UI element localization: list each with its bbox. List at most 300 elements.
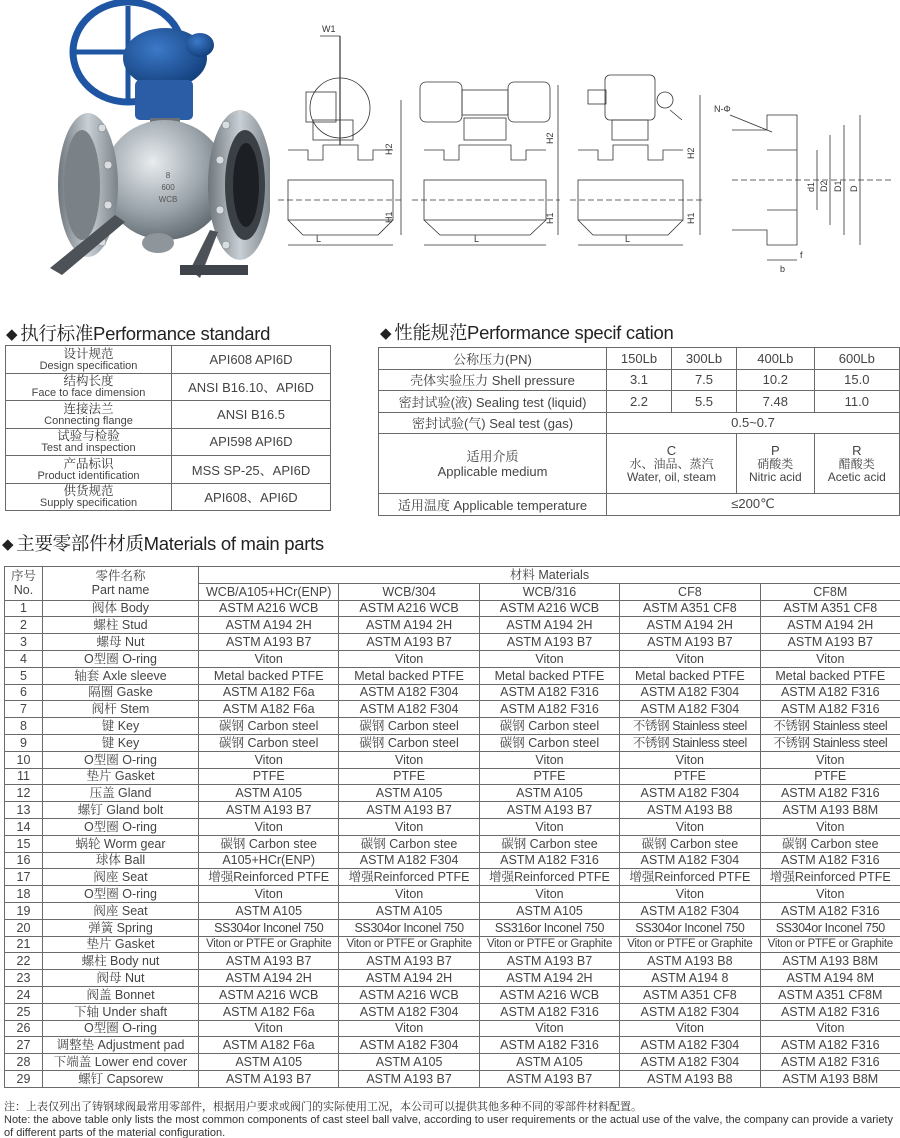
material-cell: 不锈钢 Stainless steel xyxy=(760,734,900,751)
dim-label-l-3: L xyxy=(625,234,631,244)
standard-label-cn: 供货规范 xyxy=(63,484,114,499)
dim-label-n-phi: N-Φ xyxy=(714,104,731,114)
part-name: 压盖 Gland xyxy=(43,785,199,802)
material-cell: 碳钢 Carbon stee xyxy=(620,835,760,852)
table-row xyxy=(5,634,900,651)
performance-spec-table xyxy=(378,347,900,516)
dim-label-h2: H2 xyxy=(384,143,394,155)
table-row xyxy=(5,718,900,735)
heading-performance-spec xyxy=(380,319,673,345)
temperature-value: ≤200℃ xyxy=(607,494,900,516)
material-cell: ASTM A182 F6a xyxy=(199,701,339,718)
material-cell: Metal backed PTFE xyxy=(199,667,339,684)
standard-label-cn: 试验与检验 xyxy=(57,429,120,444)
table-row xyxy=(5,986,900,1003)
standard-label-cn: 结构长度 xyxy=(63,374,114,389)
table-row xyxy=(5,869,900,886)
table-row xyxy=(6,456,331,484)
table-row xyxy=(5,886,900,903)
material-cell: Viton xyxy=(620,1020,760,1037)
pn-value: 400Lb xyxy=(737,348,815,370)
table-row xyxy=(5,751,900,768)
part-name: 阀杆 Stem xyxy=(43,701,199,718)
part-name: 调整垫 Adjustment pad xyxy=(43,1037,199,1054)
material-cell: Viton xyxy=(620,650,760,667)
material-cell: ASTM A105 xyxy=(199,785,339,802)
medium-code: P xyxy=(770,442,780,458)
heading-text: 性能规范Performance specif cation xyxy=(394,322,674,343)
sealing-liquid-value: 7.48 xyxy=(737,391,815,413)
part-name: 隔圈 Gaske xyxy=(43,684,199,701)
material-cell: PTFE xyxy=(339,768,479,785)
header-grade: WCB/304 xyxy=(339,583,479,600)
table-row xyxy=(5,802,900,819)
standard-label-cn: 设计规范 xyxy=(63,346,114,361)
material-cell: 碳钢 Carbon stee xyxy=(339,835,479,852)
seal-gas-value: 0.5~0.7 xyxy=(607,412,900,434)
table-row xyxy=(5,919,900,936)
material-cell: ASTM A182 F316 xyxy=(479,684,619,701)
standard-label-cn: 产品标识 xyxy=(63,456,114,471)
material-cell: ASTM A216 WCB xyxy=(339,600,479,617)
table-row xyxy=(5,1020,900,1037)
table-row xyxy=(5,667,900,684)
dimension-drawing-gear xyxy=(278,20,408,280)
row-no: 20 xyxy=(5,919,43,936)
standard-label-en: Design specification xyxy=(39,359,138,372)
footnote-en: Note: the above table only lists the most common components of cast steel ball valve, according to user requirements or the actual use of the valve, the company can provide a variety of different parts of the material configuration. xyxy=(4,1114,894,1138)
material-cell: ASTM A194 2H xyxy=(199,970,339,987)
part-name: 垫片 Gasket xyxy=(43,768,199,785)
material-cell: SS316or Inconel 750 xyxy=(479,919,619,936)
temperature-label: 适用温度 Applicable temperature xyxy=(379,494,607,516)
table-row xyxy=(5,902,900,919)
material-cell: ASTM A216 WCB xyxy=(339,986,479,1003)
material-cell: ASTM A193 B8M xyxy=(760,1070,900,1087)
product-figures xyxy=(0,0,900,300)
material-cell: Viton xyxy=(479,1020,619,1037)
header-no-en: No. xyxy=(13,583,34,598)
shell-pressure-value: 3.1 xyxy=(607,369,672,391)
shell-pressure-value: 10.2 xyxy=(737,369,815,391)
material-cell: ASTM A182 F304 xyxy=(339,701,479,718)
material-cell: ASTM A194 2H xyxy=(760,617,900,634)
diamond-bullet-icon: ◆ xyxy=(380,325,392,342)
part-name: 蜗轮 Worm gear xyxy=(43,835,199,852)
footnote xyxy=(4,1101,900,1138)
part-name: 螺柱 Stud xyxy=(43,617,199,634)
material-cell: Viton xyxy=(479,751,619,768)
table-row xyxy=(6,428,331,456)
seal-gas-label: 密封试验(气) Seal test (gas) xyxy=(379,412,607,434)
header-grade: WCB/316 xyxy=(479,583,619,600)
ball-valve-photo xyxy=(40,0,270,285)
material-cell: PTFE xyxy=(760,768,900,785)
sealing-liquid-value: 11.0 xyxy=(814,391,899,413)
header-part-name xyxy=(43,567,199,601)
table-row xyxy=(379,494,900,516)
material-cell: ASTM A182 F304 xyxy=(620,701,760,718)
material-cell: ASTM A216 WCB xyxy=(479,986,619,1003)
material-cell: 增强Reinforced PTFE xyxy=(339,869,479,886)
material-cell: ASTM A182 F316 xyxy=(760,785,900,802)
dim-label-d: D xyxy=(849,185,859,192)
medium-label-cn: 适用介质 xyxy=(466,448,519,464)
header-materials: 材料 Materials xyxy=(199,567,900,584)
header-name-en: Part name xyxy=(91,583,150,598)
material-cell: ASTM A351 CF8M xyxy=(760,986,900,1003)
row-no: 5 xyxy=(5,667,43,684)
table-row xyxy=(5,936,900,953)
material-cell: ASTM A193 B8M xyxy=(760,802,900,819)
material-cell: ASTM A105 xyxy=(479,785,619,802)
row-no: 17 xyxy=(5,869,43,886)
heading-materials xyxy=(2,530,324,556)
row-no: 14 xyxy=(5,818,43,835)
material-cell: ASTM A193 B8M xyxy=(760,953,900,970)
row-no: 18 xyxy=(5,886,43,903)
row-no: 4 xyxy=(5,650,43,667)
row-no: 2 xyxy=(5,617,43,634)
material-cell: Viton xyxy=(339,886,479,903)
header-grade: WCB/A105+HCr(ENP) xyxy=(199,583,339,600)
part-name: 螺钉 Gland bolt xyxy=(43,802,199,819)
header-grade: CF8M xyxy=(760,583,900,600)
row-no: 9 xyxy=(5,734,43,751)
table-row xyxy=(5,785,900,802)
part-name: 下端盖 Lower end cover xyxy=(43,1054,199,1071)
standard-label xyxy=(6,373,172,401)
row-no: 19 xyxy=(5,902,43,919)
material-cell: ASTM A193 B7 xyxy=(479,634,619,651)
material-cell: Viton xyxy=(199,650,339,667)
medium-label-en: Applicable medium xyxy=(437,463,548,479)
standard-value: API608、API6D xyxy=(172,483,331,511)
material-cell: Viton xyxy=(620,886,760,903)
material-cell: Viton xyxy=(760,751,900,768)
material-cell: ASTM A194 8M xyxy=(760,970,900,987)
material-cell: ASTM A194 2H xyxy=(339,970,479,987)
header-grade: CF8 xyxy=(620,583,760,600)
material-cell: ASTM A105 xyxy=(339,902,479,919)
medium-code: R xyxy=(852,442,862,458)
material-cell: ASTM A182 F316 xyxy=(479,852,619,869)
table-header-row xyxy=(5,567,900,584)
row-no: 12 xyxy=(5,785,43,802)
material-cell: Viton xyxy=(479,818,619,835)
row-no: 11 xyxy=(5,768,43,785)
diamond-bullet-icon: ◆ xyxy=(2,536,14,553)
material-cell: ASTM A182 F304 xyxy=(620,684,760,701)
pn-value: 300Lb xyxy=(671,348,736,370)
header-no xyxy=(5,567,43,601)
material-cell: Viton xyxy=(479,650,619,667)
material-cell: ASTM A351 CF8 xyxy=(620,986,760,1003)
material-cell: ASTM A105 xyxy=(339,785,479,802)
standard-value: ANSI B16.10、API6D xyxy=(172,373,331,401)
material-cell: Metal backed PTFE xyxy=(339,667,479,684)
table-row xyxy=(379,369,900,391)
medium-cn: 醋酸类 xyxy=(838,456,875,471)
shell-pressure-value: 15.0 xyxy=(814,369,899,391)
material-cell: Viton or PTFE or Graphite xyxy=(199,936,339,953)
material-cell: 碳钢 Carbon stee xyxy=(760,835,900,852)
table-row xyxy=(5,835,900,852)
material-cell: Viton xyxy=(339,751,479,768)
row-no: 1 xyxy=(5,600,43,617)
material-cell: ASTM A182 F304 xyxy=(339,1003,479,1020)
medium-r xyxy=(814,434,899,494)
material-cell: Viton xyxy=(199,751,339,768)
material-cell: ASTM A182 F304 xyxy=(620,1037,760,1054)
material-cell: ASTM A182 F304 xyxy=(339,684,479,701)
table-row xyxy=(5,852,900,869)
standard-label-cn: 连接法兰 xyxy=(63,401,114,416)
dim-label-d2: D2 xyxy=(819,180,829,192)
material-cell: ASTM A182 F304 xyxy=(620,1003,760,1020)
standard-value: MSS SP-25、API6D xyxy=(172,456,331,484)
heading-text: 主要零部件材质Materials of main parts xyxy=(16,533,324,554)
sealing-liquid-value: 2.2 xyxy=(607,391,672,413)
material-cell: 增强Reinforced PTFE xyxy=(479,869,619,886)
medium-en: Nitric acid xyxy=(748,469,802,484)
part-name: 球体 Ball xyxy=(43,852,199,869)
standard-label-en: Connecting flange xyxy=(44,414,133,427)
sealing-liquid-label: 密封试验(液) Sealing test (liquid) xyxy=(379,391,607,413)
shell-pressure-label: 壳体实验压力 Shell pressure xyxy=(379,369,607,391)
material-cell: ASTM A193 B7 xyxy=(339,802,479,819)
table-row xyxy=(5,818,900,835)
applicable-medium-label xyxy=(379,434,607,494)
row-no: 22 xyxy=(5,953,43,970)
shell-pressure-value: 7.5 xyxy=(671,369,736,391)
part-name: O型圈 O-ring xyxy=(43,650,199,667)
table-row xyxy=(379,412,900,434)
material-cell: Viton xyxy=(479,886,619,903)
material-cell: Viton xyxy=(760,818,900,835)
row-no: 26 xyxy=(5,1020,43,1037)
material-cell: ASTM A105 xyxy=(479,1054,619,1071)
standard-label-en: Supply specification xyxy=(39,497,138,510)
part-name: 阀座 Seat xyxy=(43,902,199,919)
material-cell: ASTM A194 2H xyxy=(479,970,619,987)
material-cell: ASTM A182 F316 xyxy=(760,902,900,919)
row-no: 10 xyxy=(5,751,43,768)
valve-marking-class: 600 xyxy=(161,183,175,192)
materials-table xyxy=(4,566,900,1088)
row-no: 24 xyxy=(5,986,43,1003)
part-name: 螺钉 Capsorew xyxy=(43,1070,199,1087)
material-cell: ASTM A193 B7 xyxy=(199,802,339,819)
material-cell: ASTM A182 F316 xyxy=(760,852,900,869)
material-cell: PTFE xyxy=(620,768,760,785)
material-cell: Metal backed PTFE xyxy=(760,667,900,684)
material-cell: ASTM A193 B7 xyxy=(199,1070,339,1087)
material-cell: SS304or Inconel 750 xyxy=(199,919,339,936)
dimension-drawing-flange xyxy=(712,20,900,280)
dim-label-h2-3: H2 xyxy=(686,147,696,159)
material-cell: ASTM A216 WCB xyxy=(199,986,339,1003)
material-cell: SS304or Inconel 750 xyxy=(620,919,760,936)
standard-label xyxy=(6,401,172,429)
material-cell: ASTM A182 F304 xyxy=(620,902,760,919)
material-cell: 碳钢 Carbon steel xyxy=(339,734,479,751)
row-no: 7 xyxy=(5,701,43,718)
heading-text: 执行标准Performance standard xyxy=(20,323,271,344)
dim-label-h2-2: H2 xyxy=(545,132,555,144)
table-row xyxy=(5,650,900,667)
header-name-cn: 零件名称 xyxy=(95,569,146,584)
medium-en: Acetic acid xyxy=(827,469,886,484)
material-cell: ASTM A194 2H xyxy=(339,617,479,634)
material-cell: SS304or Inconel 750 xyxy=(760,919,900,936)
material-cell: ASTM A193 B7 xyxy=(339,634,479,651)
table-row xyxy=(5,617,900,634)
material-cell: ASTM A193 B7 xyxy=(199,634,339,651)
material-cell: ASTM A182 F316 xyxy=(479,701,619,718)
row-no: 27 xyxy=(5,1037,43,1054)
material-cell: ASTM A105 xyxy=(199,902,339,919)
material-cell: ASTM A182 F304 xyxy=(339,1037,479,1054)
pn-value: 150Lb xyxy=(607,348,672,370)
material-cell: 增强Reinforced PTFE xyxy=(620,869,760,886)
valve-marking-material: WCB xyxy=(158,195,178,204)
dim-label-h1: H1 xyxy=(384,211,394,223)
material-cell: ASTM A194 8 xyxy=(620,970,760,987)
dim-label-w1: W1 xyxy=(322,24,336,34)
row-no: 3 xyxy=(5,634,43,651)
row-no: 25 xyxy=(5,1003,43,1020)
medium-en: Water, oil, steam xyxy=(627,469,716,484)
table-row xyxy=(5,1003,900,1020)
table-row xyxy=(6,346,331,374)
standard-label-en: Face to face dimension xyxy=(31,387,146,400)
dim-label-d1: D1 xyxy=(833,180,843,192)
part-name: 键 Key xyxy=(43,734,199,751)
material-cell: Viton xyxy=(339,650,479,667)
material-cell: ASTM A182 F316 xyxy=(760,1037,900,1054)
material-cell: ASTM A193 B7 xyxy=(620,634,760,651)
material-cell: ASTM A182 F6a xyxy=(199,1037,339,1054)
material-cell: ASTM A182 F316 xyxy=(760,701,900,718)
dim-label-d1-small: d1 xyxy=(806,181,816,192)
material-cell: 碳钢 Carbon steel xyxy=(479,734,619,751)
material-cell: ASTM A193 B7 xyxy=(479,953,619,970)
standard-label-en: Product identification xyxy=(37,469,140,482)
table-row xyxy=(5,684,900,701)
material-cell: ASTM A193 B8 xyxy=(620,802,760,819)
material-cell: A105+HCr(ENP) xyxy=(199,852,339,869)
row-no: 8 xyxy=(5,718,43,735)
material-cell: ASTM A216 WCB xyxy=(199,600,339,617)
dimension-drawing-electric xyxy=(570,20,710,280)
material-cell: 不锈钢 Stainless steel xyxy=(760,718,900,735)
part-name: O型圈 O-ring xyxy=(43,886,199,903)
row-no: 6 xyxy=(5,684,43,701)
material-cell: ASTM A182 F304 xyxy=(620,852,760,869)
material-cell: Viton xyxy=(620,818,760,835)
material-cell: ASTM A182 F6a xyxy=(199,684,339,701)
material-cell: ASTM A351 CF8 xyxy=(760,600,900,617)
material-cell: Viton xyxy=(760,1020,900,1037)
material-cell: 碳钢 Carbon stee xyxy=(479,835,619,852)
dim-label-l: L xyxy=(316,234,322,244)
medium-c xyxy=(607,434,737,494)
standard-label xyxy=(6,428,172,456)
table-row xyxy=(5,1054,900,1071)
dim-label-h1-2: H1 xyxy=(545,212,555,224)
material-cell: ASTM A182 F316 xyxy=(760,1054,900,1071)
table-row xyxy=(379,348,900,370)
material-cell: PTFE xyxy=(199,768,339,785)
material-cell: Viton xyxy=(760,650,900,667)
material-cell: ASTM A182 F6a xyxy=(199,1003,339,1020)
material-cell: Viton xyxy=(620,751,760,768)
part-name: O型圈 O-ring xyxy=(43,751,199,768)
row-no: 28 xyxy=(5,1054,43,1071)
material-cell: ASTM A351 CF8 xyxy=(620,600,760,617)
part-name: O型圈 O-ring xyxy=(43,1020,199,1037)
row-no: 16 xyxy=(5,852,43,869)
standard-value: ANSI B16.5 xyxy=(172,401,331,429)
material-cell: Viton or PTFE or Graphite xyxy=(760,936,900,953)
part-name: 阀体 Body xyxy=(43,600,199,617)
table-row xyxy=(6,483,331,511)
pn-label: 公称压力(PN) xyxy=(379,348,607,370)
material-cell: Viton or PTFE or Graphite xyxy=(339,936,479,953)
dim-label-h1-3: H1 xyxy=(686,212,696,224)
material-cell: Viton xyxy=(199,818,339,835)
part-name: 键 Key xyxy=(43,718,199,735)
material-cell: 增强Reinforced PTFE xyxy=(199,869,339,886)
row-no: 15 xyxy=(5,835,43,852)
material-cell: ASTM A182 F316 xyxy=(760,684,900,701)
material-cell: ASTM A193 B7 xyxy=(479,1070,619,1087)
heading-performance-standard xyxy=(6,320,270,346)
material-cell: SS304or Inconel 750 xyxy=(339,919,479,936)
table-row xyxy=(379,434,900,494)
material-cell: ASTM A193 B7 xyxy=(479,802,619,819)
standard-label xyxy=(6,456,172,484)
row-no: 23 xyxy=(5,970,43,987)
material-cell: ASTM A182 F304 xyxy=(620,785,760,802)
part-name: 轴套 Axle sleeve xyxy=(43,667,199,684)
material-cell: ASTM A182 F304 xyxy=(620,1054,760,1071)
table-row xyxy=(5,1070,900,1087)
dimension-drawing-pneumatic xyxy=(412,20,562,280)
medium-cn: 水、油品、蒸汽 xyxy=(629,456,714,471)
material-cell: ASTM A105 xyxy=(339,1054,479,1071)
material-cell: ASTM A105 xyxy=(479,902,619,919)
material-cell: ASTM A194 2H xyxy=(479,617,619,634)
material-cell: ASTM A193 B8 xyxy=(620,1070,760,1087)
row-no: 29 xyxy=(5,1070,43,1087)
standard-label xyxy=(6,483,172,511)
part-name: 阀座 Seat xyxy=(43,869,199,886)
material-cell: 碳钢 Carbon steel xyxy=(479,718,619,735)
material-cell: 碳钢 Carbon stee xyxy=(199,835,339,852)
footnote-cn: 注：上表仅列出了铸钢球阀最常用零部件，根据用户要求或阀门的实际使用工况，本公司可以提供其他多种不同的零部件材料配置。 xyxy=(4,1101,642,1113)
material-cell: Viton xyxy=(199,1020,339,1037)
material-cell: ASTM A194 2H xyxy=(199,617,339,634)
part-name: 弹簧 Spring xyxy=(43,919,199,936)
standard-label-en: Test and inspection xyxy=(41,442,136,455)
valve-marking-size: 8 xyxy=(165,171,171,180)
material-cell: Viton or PTFE or Graphite xyxy=(479,936,619,953)
table-row xyxy=(6,373,331,401)
material-cell: Viton xyxy=(339,1020,479,1037)
header-no-cn: 序号 xyxy=(10,569,36,584)
